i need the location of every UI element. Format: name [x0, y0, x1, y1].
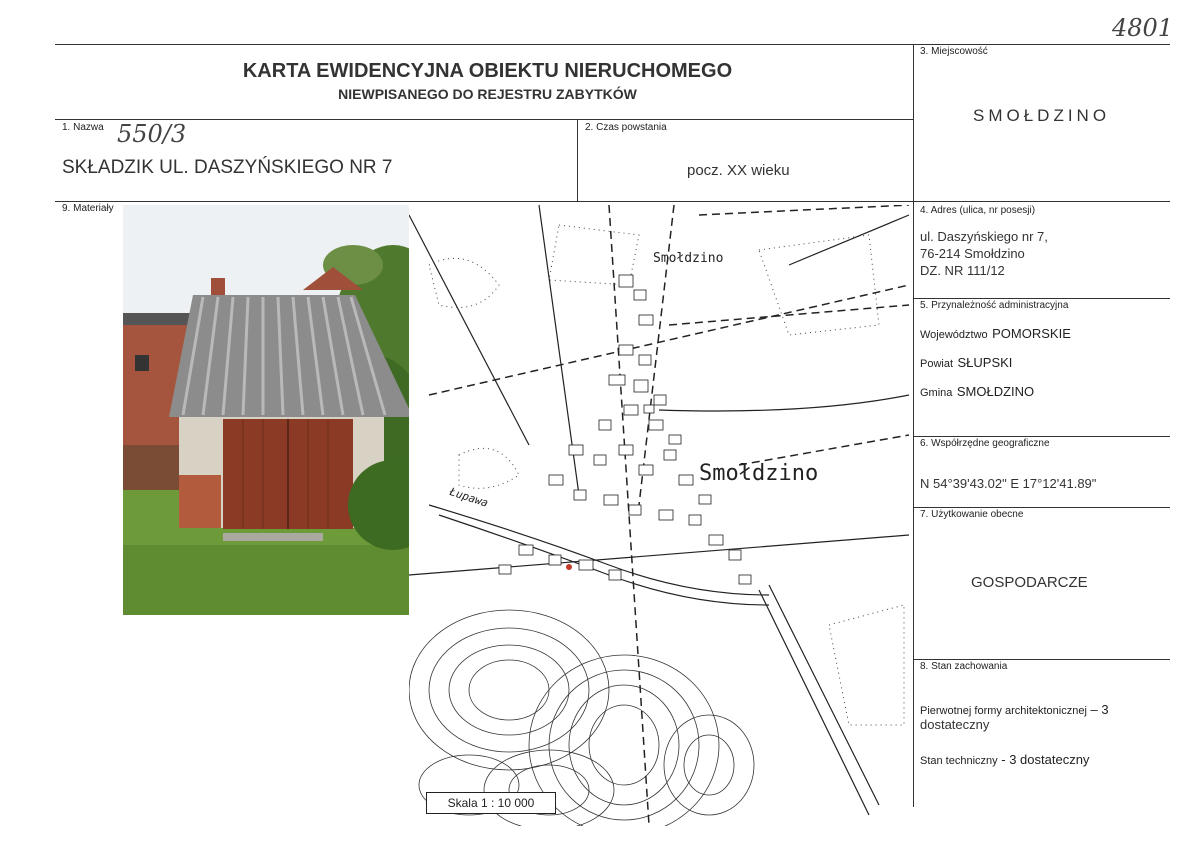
- usage-value: GOSPODARCZE: [971, 574, 1088, 591]
- map-river-label: Łupawa: [447, 485, 490, 510]
- usage-label: 7. Użytkowanie obecne: [920, 509, 1024, 520]
- handwritten-archive-number: 4801: [1112, 14, 1174, 42]
- top-rule: [55, 44, 1170, 45]
- county-prefix: Powiat: [920, 358, 954, 370]
- admin-label: 5. Przynależność administracyjna: [920, 300, 1069, 311]
- rule-below-coords: [913, 507, 1170, 508]
- address-line-2: 76-214 Smołdzino: [920, 246, 1025, 261]
- name-value: SKŁADZIK UL. DASZYŃSKIEGO NR 7: [62, 157, 393, 178]
- condition-form-rating: dostateczny: [920, 717, 990, 732]
- materials-label: 9. Materiały: [62, 203, 114, 214]
- locality-label: 3. Miejscowość: [920, 46, 988, 57]
- condition-label: 8. Stan zachowania: [920, 661, 1008, 672]
- voivodeship-line: [920, 325, 1071, 343]
- locality-value: SMOŁDZINO: [973, 106, 1111, 125]
- coordinates-value: N 54°39'43.02" E 17°12'41.89": [920, 476, 1097, 491]
- coordinates-label: 6. Współrzędne geograficzne: [920, 438, 1050, 449]
- address-line-1: ul. Daszyńskiego nr 7,: [920, 229, 1048, 244]
- county-value: SŁUPSKI: [957, 355, 1013, 370]
- map-scale-label: Skala 1 : 10 000: [426, 792, 556, 814]
- address-line-3: DZ. NR 111/12: [920, 263, 1005, 278]
- condition-technical-line: [920, 751, 1089, 769]
- map-town-label-center: Smołdzino: [699, 461, 819, 486]
- map-town-label-top: Smołdzino: [653, 251, 724, 266]
- voivodeship-prefix: Województwo: [920, 329, 988, 341]
- commune-value: SMOŁDZINO: [956, 384, 1035, 399]
- card-title: KARTA EWIDENCYJNA OBIEKTU NIERUCHOMEGO: [242, 60, 733, 82]
- condition-form-value: – 3: [1086, 702, 1109, 717]
- condition-technical-value: - 3 dostateczny: [997, 752, 1090, 767]
- condition-technical-prefix: Stan techniczny: [920, 755, 998, 767]
- handwritten-ref-number: 550/3: [117, 120, 187, 148]
- county-line: [920, 354, 1012, 372]
- rule-below-address: [913, 298, 1170, 299]
- name-time-divider: [577, 119, 578, 201]
- address-label: 4. Adres (ulica, nr posesji): [920, 205, 1036, 216]
- rule-below-name: [55, 201, 1170, 202]
- rule-below-usage: [913, 659, 1170, 660]
- shed-photo: [123, 205, 429, 615]
- commune-prefix: Gmina: [920, 387, 953, 399]
- rule-below-admin: [913, 436, 1170, 437]
- voivodeship-value: POMORSKIE: [992, 326, 1071, 341]
- construction-time-value: pocz. XX wieku: [687, 162, 790, 179]
- construction-time-label: 2. Czas powstania: [585, 122, 667, 133]
- location-map: [409, 205, 911, 826]
- condition-form-prefix: Pierwotnej formy architektonicznej: [920, 705, 1087, 717]
- right-column-divider: [913, 44, 914, 807]
- map-drawing: [409, 205, 911, 826]
- name-label: 1. Nazwa: [62, 122, 104, 133]
- commune-line: [920, 383, 1034, 401]
- card-subtitle: NIEWPISANEGO DO REJESTRU ZABYTKÓW: [338, 86, 637, 102]
